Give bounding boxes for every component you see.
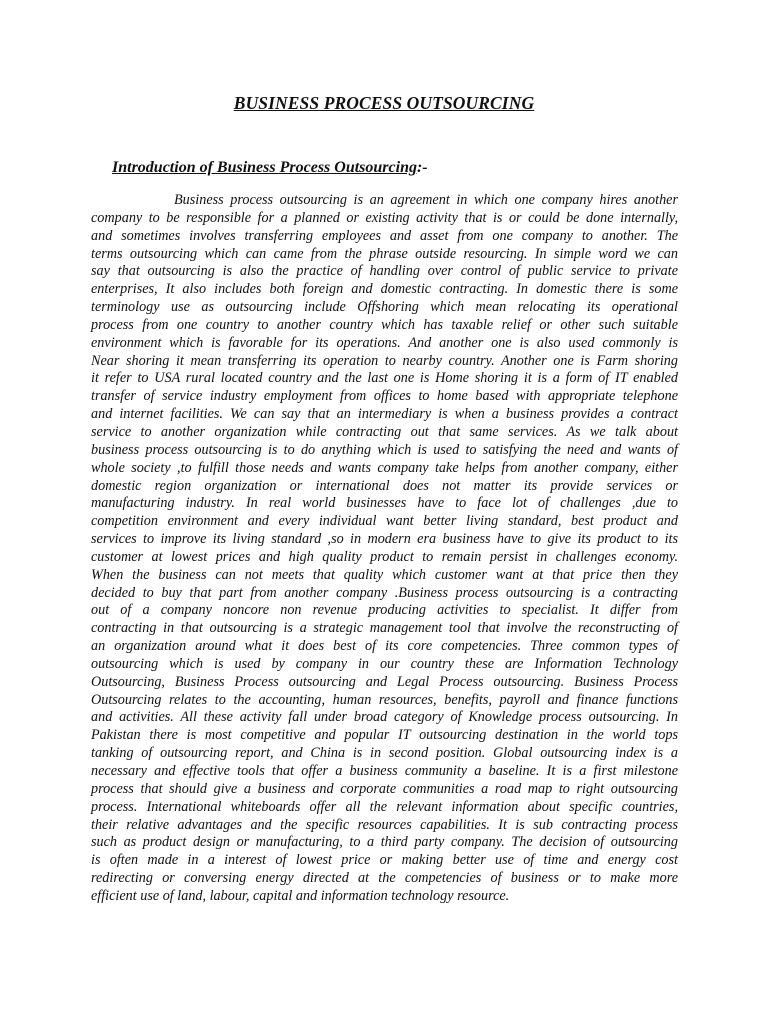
paragraph-line: service to another organization while contracting out that same services. As we talk about: [91, 423, 678, 440]
paragraph-line: it refer to USA rural located country and the last one is Home shoring it is a form of IT enabled: [91, 370, 678, 387]
paragraph-line: terms outsourcing which can came from the phrase outside resourcing. In simple word we can: [91, 245, 678, 262]
paragraph-line: their relative advantages and the specific resources capabilities. It is sub contracting process: [91, 816, 678, 833]
body-paragraph: [91, 192, 678, 906]
paragraph-line: an organization around what it does best of its core competencies. Three common types of: [91, 638, 678, 655]
paragraph-line: manufacturing industry. In real world businesses have to face lot of challenges ,due to: [91, 495, 678, 512]
section-heading: [112, 159, 428, 177]
paragraph-line: and sometimes involves transferring employees and asset from one company to another. The: [91, 227, 678, 244]
paragraph-line: company to be responsible for a planned or existing activity that is or could be done internally,: [91, 209, 678, 226]
paragraph-line: terminology use as outsourcing include Offshoring which mean relocating its operational: [91, 299, 678, 316]
paragraph-line: business process outsourcing is to do anything which is used to satisfying the need and wants of: [91, 441, 678, 458]
paragraph-line: Outsourcing, Business Process outsourcing and Legal Process outsourcing. Business Process: [91, 673, 678, 690]
paragraph-line: Outsourcing relates to the accounting, human resources, benefits, payroll and finance functions: [91, 691, 678, 708]
paragraph-line: competition environment and every individual want better living standard, best product and: [91, 513, 678, 530]
paragraph-line: decided to buy that part from another company .Business process outsourcing is a contracting: [91, 584, 678, 601]
paragraph-line: whole society ,to fulfill those needs and wants company take helps from another company, either: [91, 459, 678, 476]
section-heading-suffix: :-: [416, 159, 428, 176]
paragraph-line: customer at lowest prices and high quality product to remain persist in challenges economy.: [91, 548, 678, 565]
paragraph-line: outsourcing which is used by company in our country these are Information Technology: [91, 655, 678, 672]
paragraph-line: When the business can not meets that quality which customer want at that price then they: [91, 566, 678, 583]
section-heading-text: Introduction of Business Process Outsourcing: [112, 159, 417, 176]
document-title: BUSINESS PROCESS OUTSOURCING: [233, 93, 535, 113]
paragraph-line: tanking of outsourcing report, and China is in second position. Global outsourcing index is a: [91, 745, 678, 762]
paragraph-line: Near shoring it mean transferring its operation to nearby country. Another one is Farm shoring: [91, 352, 678, 369]
paragraph-line: enterprises, It also includes both foreign and domestic contracting. In domestic there is some: [91, 281, 678, 298]
paragraph-line: such as product design or manufacturing, to a third party company. The decision of outsourcing: [91, 834, 678, 851]
paragraph-line: environment which is favorable for its operations. And another one is also used commonly is: [91, 334, 678, 351]
paragraph-line: necessary and effective tools that offer a business community a baseline. It is a first milestone: [91, 763, 678, 779]
paragraph-line: say that outsourcing is also the practice of handling over control of public service to private: [91, 263, 678, 280]
paragraph-line: and internet facilities. We can say that an intermediary is when a business provides a contract: [91, 406, 678, 423]
paragraph-line: process. International whiteboards offer all the relevant information about specific countries,: [91, 798, 678, 815]
paragraph-line: redirecting or conversing energy directed at the competencies of business or to make more: [91, 870, 678, 887]
paragraph-line: domestic region organization or international does not matter its provide services or: [91, 477, 678, 494]
paragraph-line: process from one country to another country which has taxable relief or other such suitable: [91, 316, 678, 333]
paragraph-line: out of a company noncore non revenue producing activities to specialist. It differ from: [91, 602, 678, 619]
paragraph-line: is often made in a interest of lowest price or making better use of time and energy cost: [91, 852, 678, 869]
paragraph-line: transfer of service industry employment from offices to home based with appropriate telephone: [91, 388, 678, 405]
paragraph-line: services to improve its living standard ,so in modern era business have to give its product to its: [91, 531, 678, 548]
paragraph-line: process that should give a business and corporate communities a road map to right outsourcing: [91, 780, 678, 797]
paragraph-line: contracting in that outsourcing is a strategic management tool that involve the reconstructing of: [91, 620, 678, 637]
paragraph-line: Pakistan there is most competitive and popular IT outsourcing destination in the world tops: [91, 727, 678, 744]
paragraph-line: and activities. All these activity fall under broad category of Knowledge process outsourcing. In: [91, 709, 678, 726]
paragraph-line: efficient use of land, labour, capital and information technology resource.: [91, 887, 510, 904]
paragraph-line: Business process outsourcing is an agreement in which one company hires another: [174, 192, 678, 208]
